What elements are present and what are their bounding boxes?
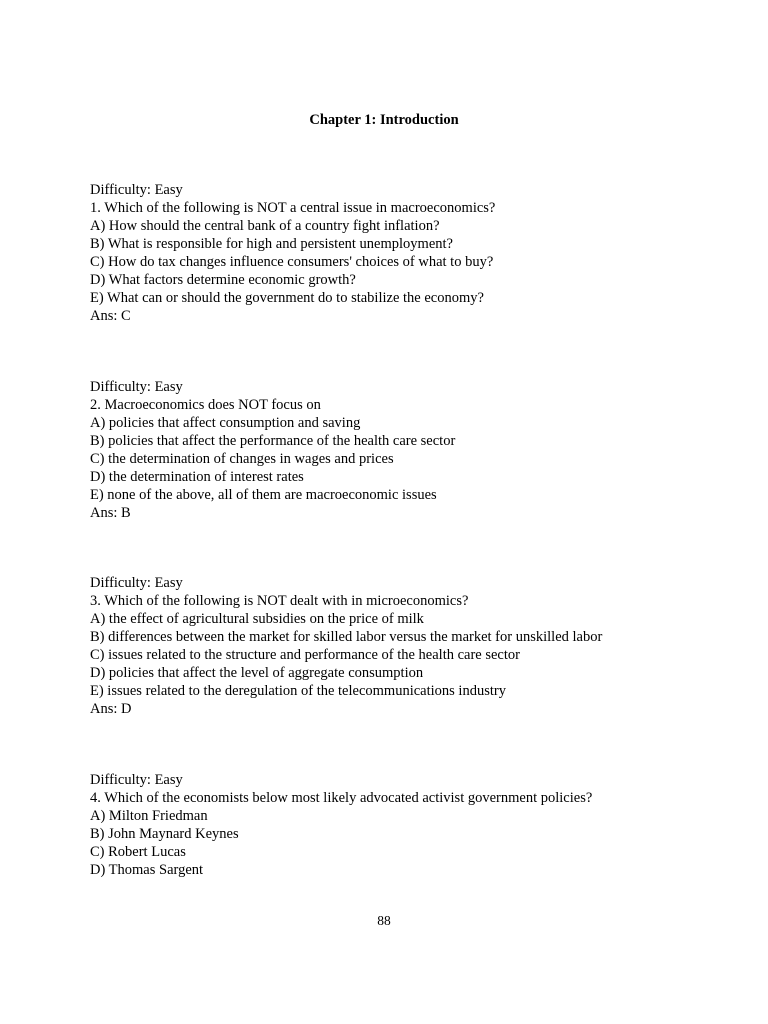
page-number: 88	[377, 913, 391, 928]
question-text: 4. Which of the economists below most likely advocated activist government policies?	[90, 790, 593, 806]
difficulty-label: Difficulty: Easy	[90, 772, 183, 788]
answer-option: B) policies that affect the performance of the health care sector	[90, 433, 456, 449]
answer-option: B) What is responsible for high and persistent unemployment?	[90, 236, 453, 252]
answer-key: Ans: B	[90, 505, 131, 521]
answer-option: B) differences between the market for skilled labor versus the market for unskilled labor	[90, 629, 603, 645]
question-block	[90, 771, 750, 879]
answer-option: A) the effect of agricultural subsidies on the price of milk	[90, 611, 424, 627]
answer-option: E) issues related to the deregulation of the telecommunications industry	[90, 683, 506, 699]
answer-key: Ans: C	[90, 308, 131, 324]
answer-key: Ans: D	[90, 701, 132, 717]
question-block	[90, 574, 750, 718]
difficulty-label: Difficulty: Easy	[90, 182, 183, 198]
question-block	[90, 378, 750, 522]
answer-option: D) What factors determine economic growth?	[90, 272, 356, 288]
answer-option: C) Robert Lucas	[90, 844, 186, 860]
answer-option: C) issues related to the structure and performance of the health care sector	[90, 647, 520, 663]
question-text: 3. Which of the following is NOT dealt with in microeconomics?	[90, 593, 469, 609]
answer-option: A) How should the central bank of a country fight inflation?	[90, 218, 440, 234]
difficulty-label: Difficulty: Easy	[90, 379, 183, 395]
answer-option: D) policies that affect the level of aggregate consumption	[90, 665, 424, 681]
question-text: 2. Macroeconomics does NOT focus on	[90, 397, 321, 413]
answer-option: E) none of the above, all of them are macroeconomic issues	[90, 487, 437, 503]
answer-option: A) policies that affect consumption and saving	[90, 415, 361, 431]
answer-option: B) John Maynard Keynes	[90, 826, 239, 842]
answer-option: C) How do tax changes influence consumers' choices of what to buy?	[90, 254, 494, 270]
answer-option: A) Milton Friedman	[90, 808, 208, 824]
answer-option: C) the determination of changes in wages and prices	[90, 451, 394, 467]
question-text: 1. Which of the following is NOT a central issue in macroeconomics?	[90, 200, 496, 216]
answer-option: D) the determination of interest rates	[90, 469, 304, 485]
chapter-title: Chapter 1: Introduction	[309, 112, 459, 128]
difficulty-label: Difficulty: Easy	[90, 575, 183, 591]
answer-option: E) What can or should the government do to stabilize the economy?	[90, 290, 484, 306]
answer-option: D) Thomas Sargent	[90, 862, 204, 878]
question-block	[90, 181, 750, 325]
